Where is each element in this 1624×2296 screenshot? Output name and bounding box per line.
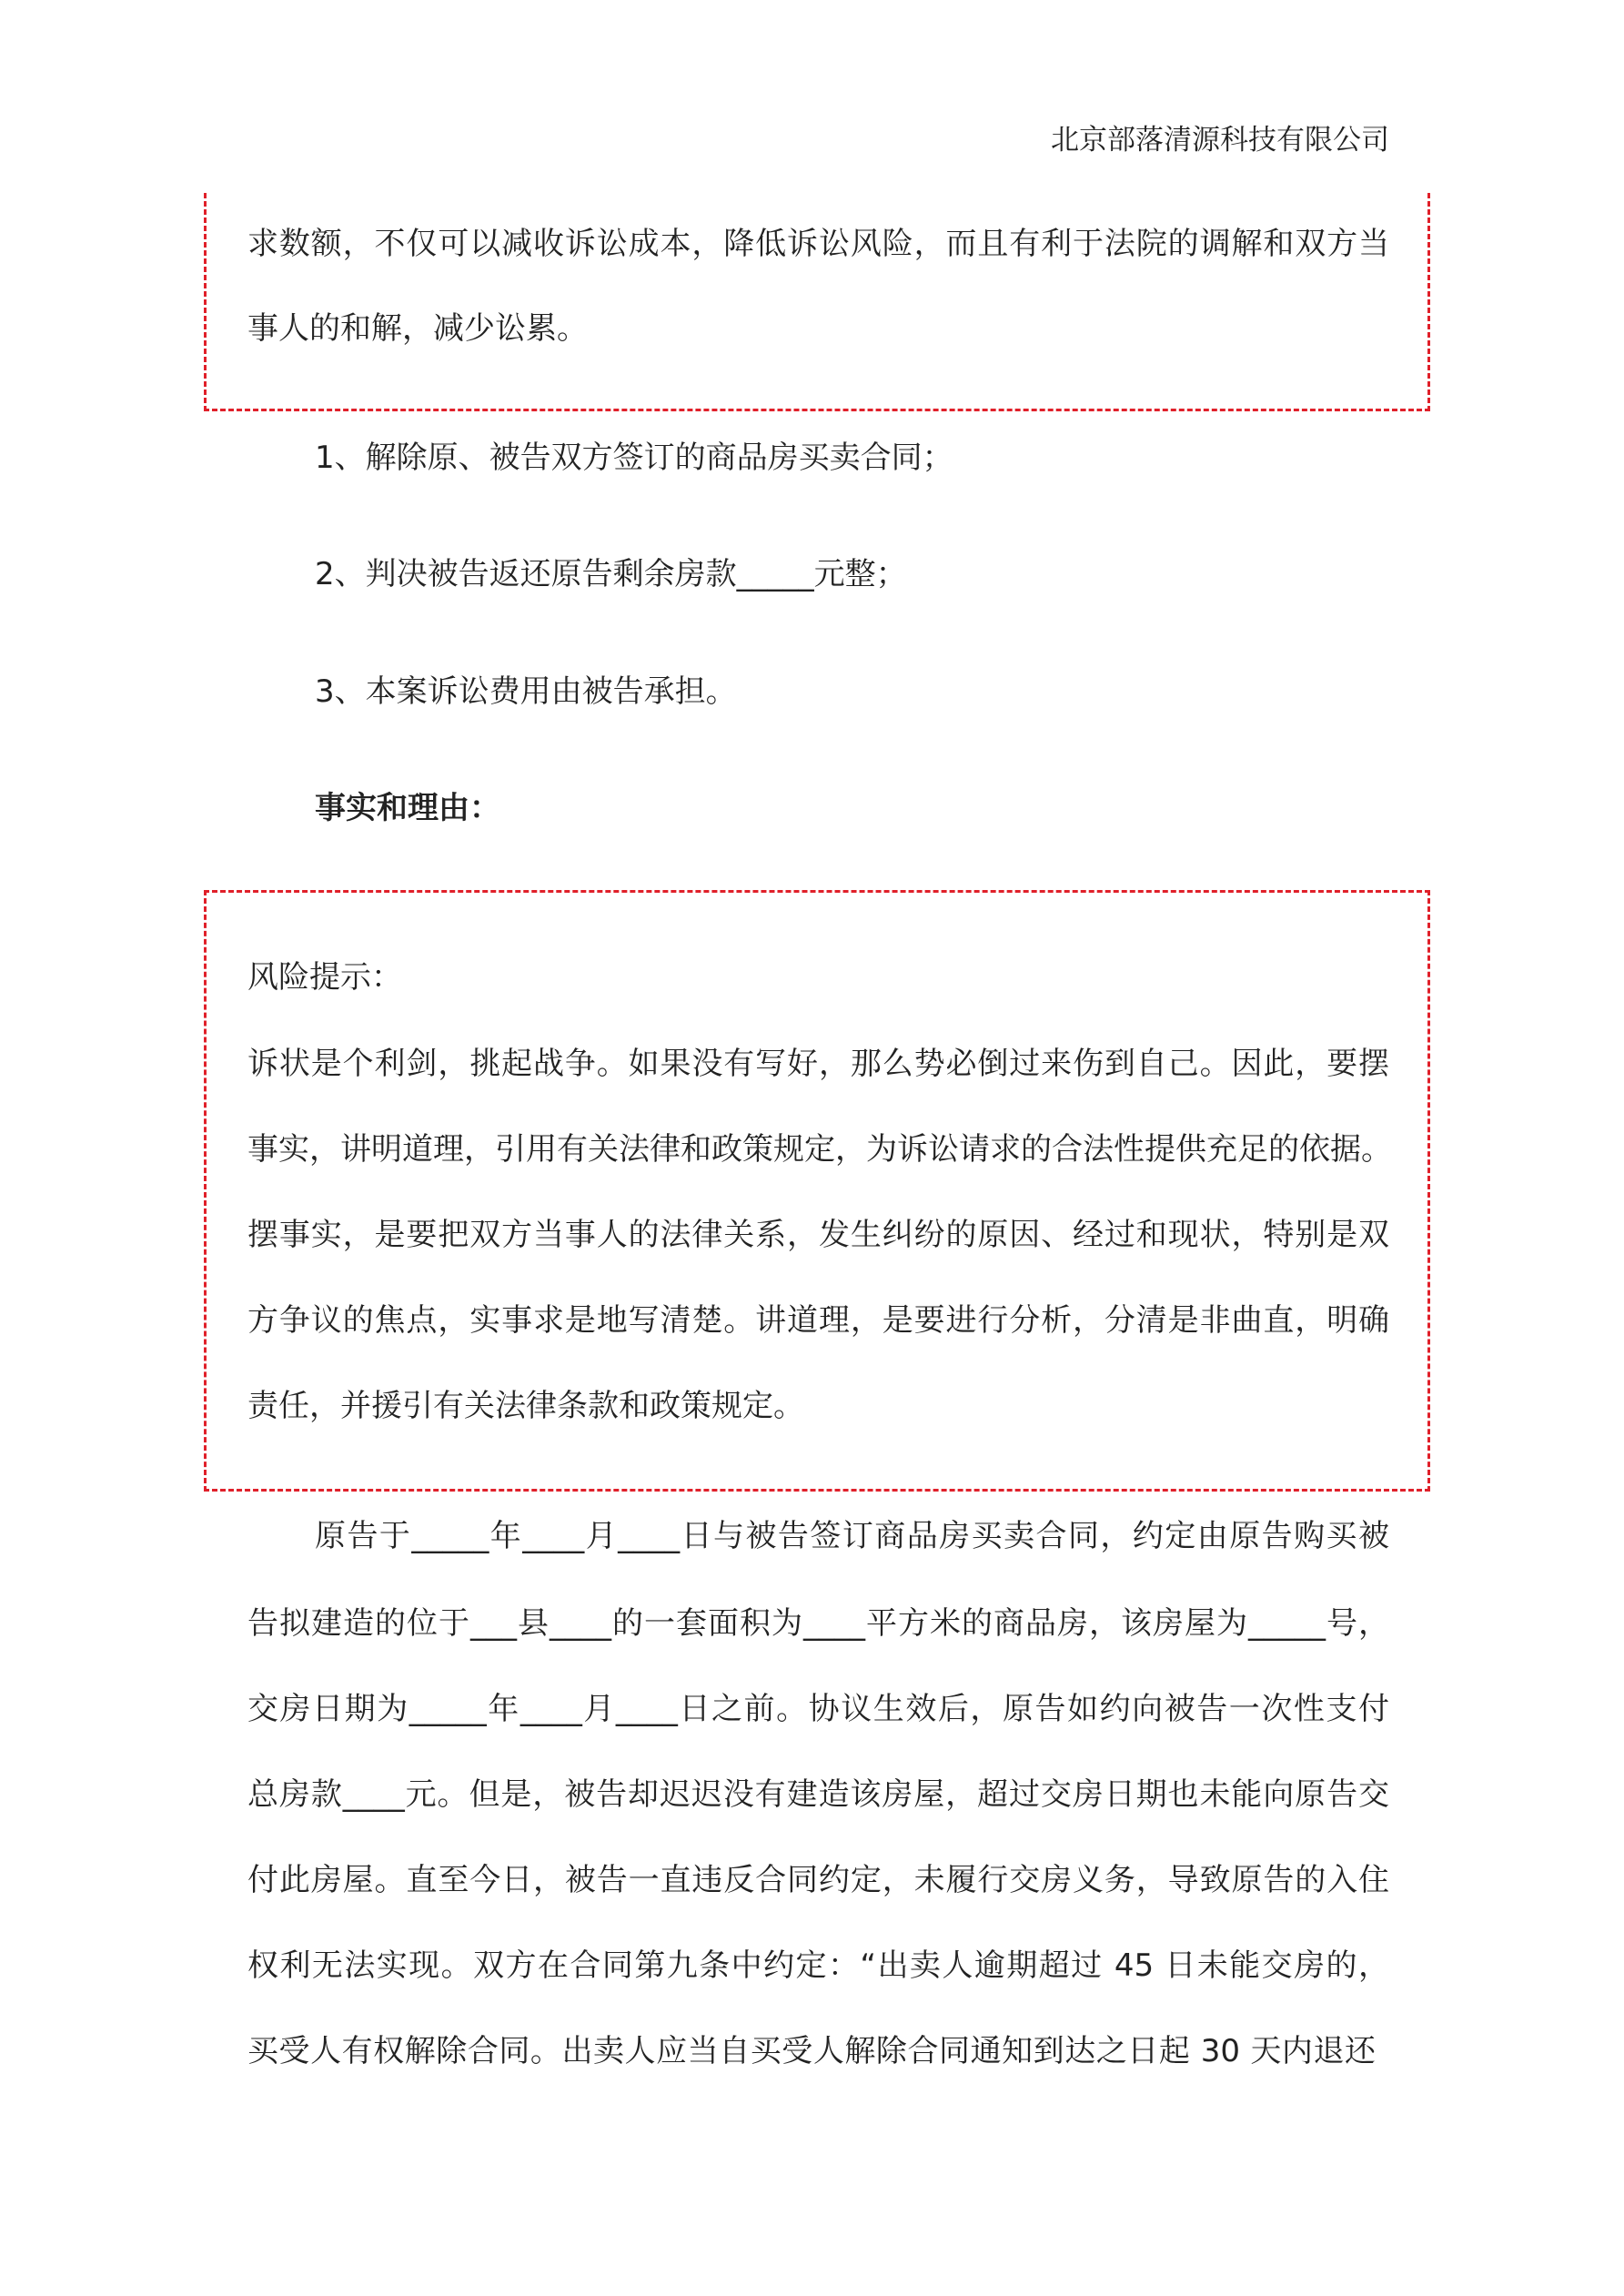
facts-line: 告拟建造的位于___县____的一套面积为____平方米的商品房，该房屋为_____号， bbox=[247, 1605, 1389, 1642]
tip-line: 责任，并援引有关法律条款和政策规定。 bbox=[247, 1388, 804, 1424]
tip-title: 风险提示： bbox=[247, 959, 402, 996]
tip-line: 事实，讲明道理，引用有关法律和政策规定，为诉讼请求的合法性提供充足的依据。 bbox=[247, 1131, 1392, 1168]
facts-line: 买受人有权解除合同。出卖人应当自买受人解除合同通知到达之日起 30 天内退还 bbox=[247, 2033, 1376, 2069]
tip-line: 事人的和解，减少讼累。 bbox=[247, 310, 588, 347]
facts-line: 交房日期为_____年____月____日之前。协议生效后，原告如约向被告一次性支付 bbox=[247, 1691, 1389, 1727]
claim-item: 3、本案诉讼费用由被告承担。 bbox=[315, 673, 737, 710]
facts-line: 权利无法实现。双方在合同第九条中约定：“出卖人逾期超过 45 日未能交房的， bbox=[247, 1947, 1389, 1984]
company-header: 北京部落清源科技有限公司 bbox=[1051, 124, 1389, 157]
facts-line: 原告于_____年____月____日与被告签订商品房买卖合同，约定由原告购买被 bbox=[315, 1518, 1389, 1554]
tip-line: 求数额，不仅可以减收诉讼成本，降低诉讼风险，而且有利于法院的调解和双方当 bbox=[247, 226, 1389, 262]
claim-item: 1、解除原、被告双方签订的商品房买卖合同； bbox=[315, 440, 953, 476]
tip-line: 摆事实，是要把双方当事人的法律关系，发生纠纷的原因、经过和现状，特别是双 bbox=[247, 1217, 1389, 1253]
facts-heading: 事实和理由： bbox=[315, 790, 500, 826]
tip-line: 诉状是个利剑，挑起战争。如果没有写好，那么势必倒过来伤到自己。因此，要摆 bbox=[247, 1046, 1389, 1082]
claim-item: 2、判决被告返还原告剩余房款_____元整； bbox=[315, 556, 907, 592]
facts-line: 总房款____元。但是，被告却迟迟没有建造该房屋，超过交房日期也未能向原告交 bbox=[247, 1776, 1389, 1813]
facts-line: 付此房屋。直至今日，被告一直违反合同约定，未履行交房义务，导致原告的入住 bbox=[247, 1862, 1389, 1898]
tip-line: 方争议的焦点，实事求是地写清楚。讲道理，是要进行分析，分清是非曲直，明确 bbox=[247, 1302, 1389, 1339]
